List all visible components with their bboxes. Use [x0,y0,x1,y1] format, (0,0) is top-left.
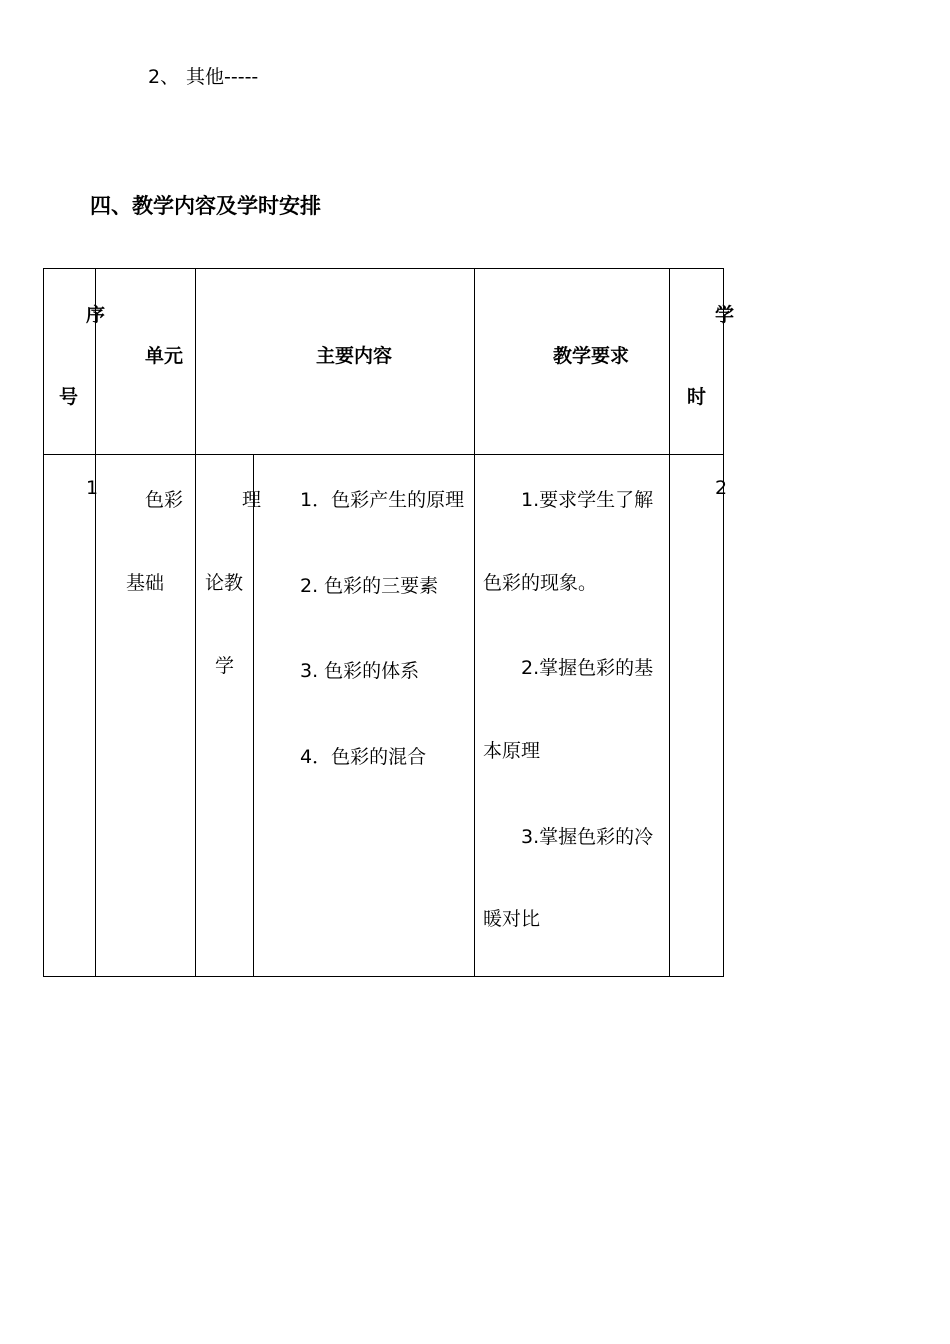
column-divider-mode [253,454,254,977]
row-unit-line: 基础 [126,572,165,594]
header-hours-bottom: 时 [687,386,707,408]
content-item: 2. 色彩的三要素 [300,575,439,597]
content-item: 1．色彩产生的原理 [300,489,465,511]
column-divider-unit [195,268,196,977]
header-unit: 单元 [145,345,184,367]
column-divider-requirements [669,268,670,977]
header-requirements: 教学要求 [553,345,630,367]
requirement-line: 3.掌握色彩的冷 [521,826,654,848]
table-border-bottom [43,976,724,977]
section-heading: 四、教学内容及学时安排 [90,194,321,218]
table-border-right [723,268,724,977]
requirement-line: 暖对比 [483,908,541,930]
row-unit-line: 色彩 [145,489,184,511]
row-mode-line: 论教 [205,572,244,594]
row-mode-line: 理 [242,489,262,511]
requirement-line: 本原理 [483,740,541,762]
list-item-text: 其他----- [186,66,259,88]
content-item: 3. 色彩的体系 [300,660,420,682]
requirement-line: 2.掌握色彩的基 [521,657,654,679]
row-mode-line: 学 [215,655,235,677]
list-item-number: 2、 [148,66,180,88]
row-index: 1 [86,477,99,499]
column-divider-index [95,268,96,977]
header-content: 主要内容 [316,345,393,367]
column-divider-content [474,268,475,977]
table-border-top [43,268,724,269]
table-header-divider [43,454,724,455]
header-index-top: 序 [86,304,106,326]
header-index-bottom: 号 [59,386,79,408]
requirement-line: 1.要求学生了解 [521,489,654,511]
table-border-left [43,268,44,977]
content-item: 4．色彩的混合 [300,746,427,768]
header-hours-top: 学 [715,304,735,326]
row-hours: 2 [715,477,728,499]
requirement-line: 色彩的现象。 [483,572,598,594]
